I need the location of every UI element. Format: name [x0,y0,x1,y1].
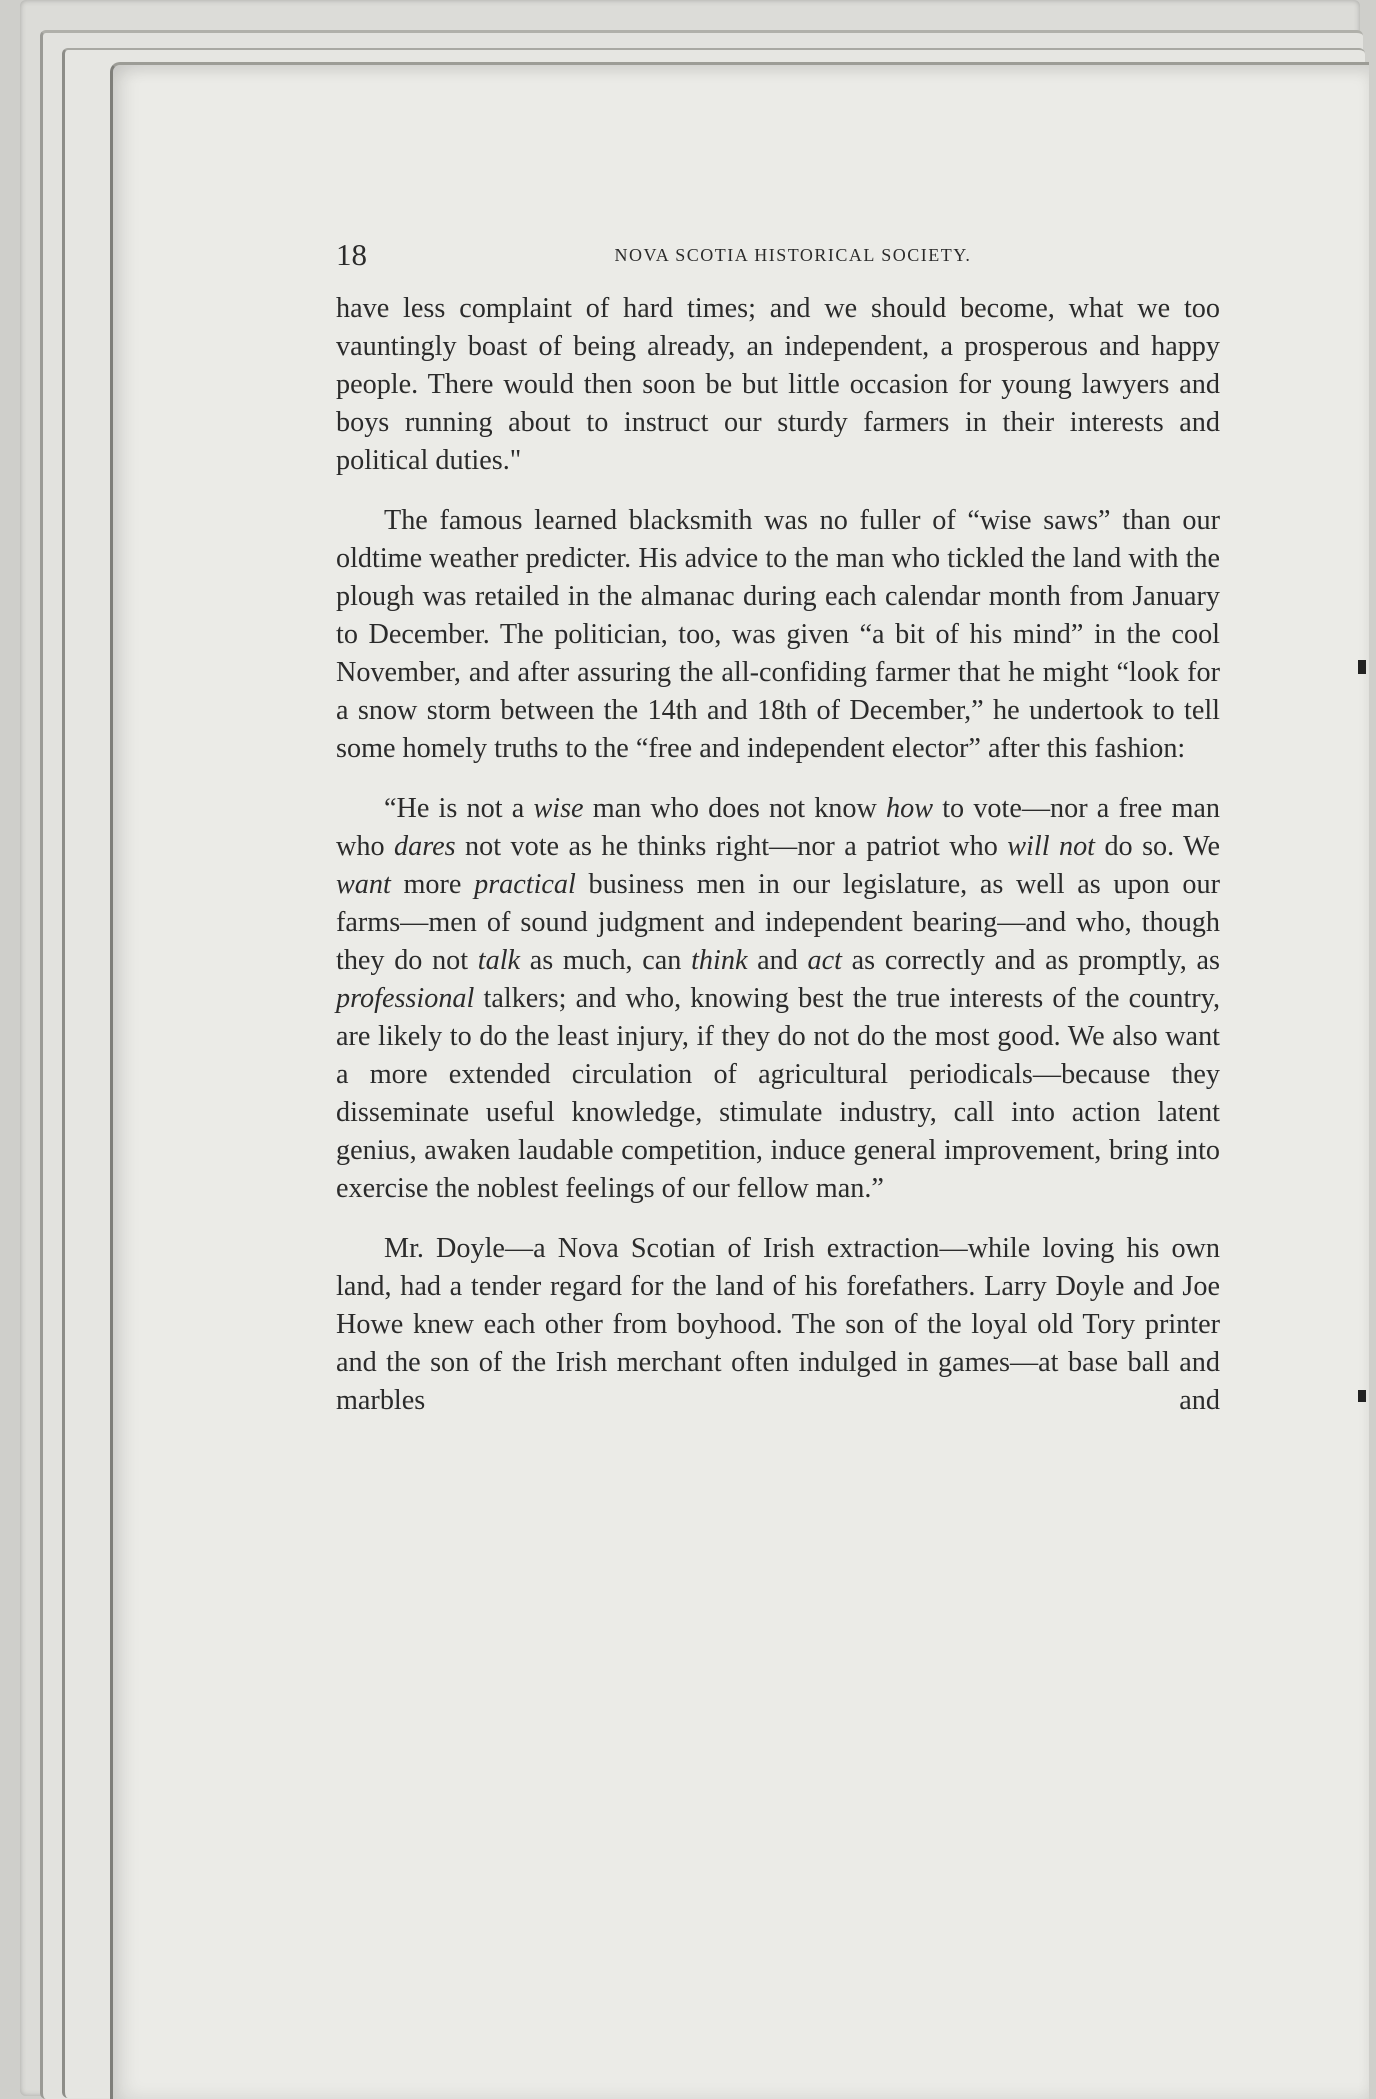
edge-mark [1358,1390,1366,1402]
emphasis: act [807,945,842,976]
emphasis: professional [336,983,475,1014]
text-run: “He is not a [384,793,534,824]
text-run: as correctly and as promptly, as [841,945,1220,976]
page-header [336,232,1220,278]
emphasis: practical [474,869,576,900]
text-run: and [747,945,808,976]
paragraph-3-quote [336,790,1220,1208]
text-run: not vote as he thinks right—nor a patriot who [455,831,1008,862]
paragraph-2: The famous learned blacksmith was no fuller of “wise saws” than our oldtime weather predicter. His advice to the man who tickled the land with the plough was retailed in the almanac during each calendar month from January to December. The politician, too, was given “a bit of his mind” in the cool November, and after assuring the all-confiding farmer that he might “look for a snow storm between the 14th and 18th of December,” he undertook to tell some homely truths to the “free and independent elector” after this fashion: [336,505,1220,764]
page-content [336,232,1220,1420]
emphasis: wise [533,793,584,824]
running-head: NOVA SCOTIA HISTORICAL SOCIETY. [614,245,972,265]
paragraph-1: have less complaint of hard times; and we should become, what we too vauntingly boast of being already, an independent, a prosperous and happy people. There would then soon be but little occasion for young lawyers and boys running about to instruct our sturdy farmers in their interests and political duties." [336,293,1220,476]
emphasis: talk [477,945,521,976]
page-number: 18 [336,237,367,272]
emphasis: think [691,945,748,976]
text-run: do so. We [1095,831,1220,862]
text-run: to vote—nor a free man who [336,793,1220,862]
emphasis: dares [394,831,456,862]
emphasis: how [886,793,934,824]
emphasis: want [336,869,391,900]
text-run: man who does not know [583,793,887,824]
text-run: as much, can [520,945,692,976]
text-run: business men in our legislature, as well as upon our farms—men of sound judgment and independent bearing—and who, though they do not [336,869,1221,976]
edge-mark [1358,660,1366,674]
emphasis: will not [1007,831,1095,862]
text-run: talkers; and who, knowing best the true interests of the country, are likely to do the least injury, if they do not do the most good. We also want a more extended circulation of agricultural periodicals—because they disseminate useful knowledge, stimulate industry, call into action latent genius, awaken laudable competition, induce general improvement, bring into exercise the noblest feelings of our fellow man.” [336,983,1220,1204]
text-run: more [390,869,475,900]
paragraph-4: Mr. Doyle—a Nova Scotian of Irish extraction—while loving his own land, had a tender regard for the land of his forefathers. Larry Doyle and Joe Howe knew each other from boyhood. The son of the loyal old Tory printer and the son of the Irish merchant often indulged in games—at base ball and marbles and [336,1233,1220,1416]
